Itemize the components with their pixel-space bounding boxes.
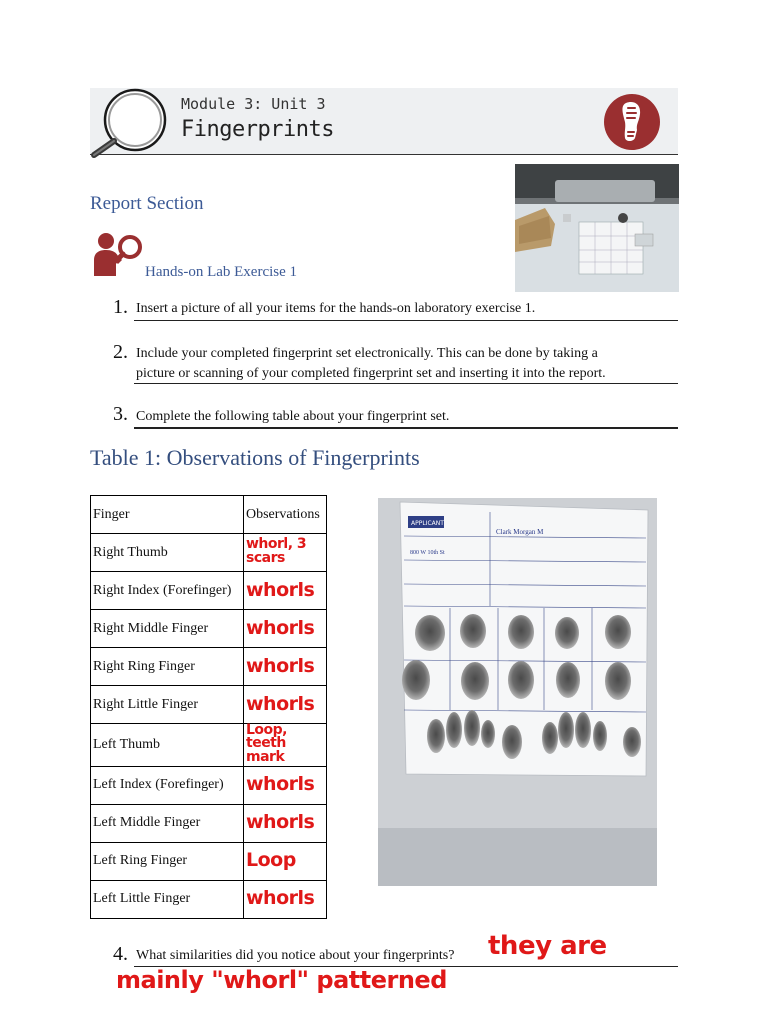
observation-handwritten <box>244 572 327 610</box>
question-3-number: 3. <box>113 403 128 425</box>
question-2-number: 2. <box>113 341 128 363</box>
observation-handwritten <box>244 534 327 572</box>
investigator-icon <box>92 230 144 276</box>
shoeprint-badge-icon <box>604 94 660 150</box>
lab-exercise-heading: Hands-on Lab Exercise 1 <box>145 264 298 280</box>
question-2-text-line1: Include your completed fingerprint set electronically. This can be done by taking a <box>136 346 598 361</box>
question-1-text: Insert a picture of all your items for the hands-on laboratory exercise 1. <box>136 301 536 316</box>
finger-name: Left Index (Forefinger) <box>91 766 244 804</box>
observation-handwritten <box>244 766 327 804</box>
observation-text: whorls <box>246 887 315 910</box>
header-band <box>90 88 678 154</box>
finger-name: Right Middle Finger <box>91 610 244 648</box>
observation-text: Loop, teeth mark <box>246 722 287 765</box>
table-row <box>91 842 327 880</box>
question-4-answer-line2: mainly "whorl" patterned <box>116 966 447 994</box>
observation-text: whorls <box>246 578 315 601</box>
observation-text: Loop <box>246 849 296 872</box>
observations-table <box>90 495 327 919</box>
observation-handwritten <box>244 724 327 767</box>
table-row <box>91 724 327 767</box>
question-4-answer-line1: they are <box>488 931 607 961</box>
table-row <box>91 610 327 648</box>
observation-text: whorls <box>246 773 315 796</box>
question-4-number: 4. <box>113 943 128 965</box>
observation-handwritten <box>244 648 327 686</box>
question-1-number: 1. <box>113 296 128 318</box>
module-label: Module 3: Unit 3 <box>181 95 326 113</box>
observation-handwritten <box>244 610 327 648</box>
question-2-text-line2: picture or scanning of your completed fingerprint set and inserting it into the report. <box>136 366 606 381</box>
observation-handwritten <box>244 842 327 880</box>
table-header-row <box>91 496 327 534</box>
table-row <box>91 648 327 686</box>
table-row <box>91 686 327 724</box>
observation-handwritten <box>244 686 327 724</box>
observation-text: whorls <box>246 811 315 834</box>
observation-text: whorl, 3 scars <box>246 536 307 566</box>
table-row <box>91 534 327 572</box>
question-3-text: Complete the following table about your fingerprint set. <box>136 409 450 424</box>
finger-name: Right Index (Forefinger) <box>91 572 244 610</box>
report-section-heading: Report Section <box>90 193 204 214</box>
table-row <box>91 766 327 804</box>
observation-text: whorls <box>246 616 315 639</box>
table-row <box>91 880 327 918</box>
table-row <box>91 804 327 842</box>
finger-name: Left Thumb <box>91 724 244 767</box>
lab-items-photo <box>515 164 679 292</box>
header-observations: Observations <box>244 496 327 534</box>
magnifier-logo-icon <box>88 86 172 160</box>
finger-name: Left Middle Finger <box>91 804 244 842</box>
page-title: Fingerprints <box>181 117 334 142</box>
question-4-text: What similarities did you notice about your fingerprints? <box>136 948 455 963</box>
finger-name: Left Ring Finger <box>91 842 244 880</box>
table-row <box>91 572 327 610</box>
finger-name: Right Thumb <box>91 534 244 572</box>
finger-name: Right Little Finger <box>91 686 244 724</box>
finger-name: Right Ring Finger <box>91 648 244 686</box>
handwritten-name: Clark Morgan M <box>496 528 544 536</box>
fingerprint-card-photo <box>378 498 657 886</box>
observation-text: whorls <box>246 654 315 677</box>
question-1-answer-line <box>134 320 678 321</box>
table-title: Table 1: Observations of Fingerprints <box>90 445 420 470</box>
question-3-answer-line <box>134 427 678 429</box>
observation-handwritten <box>244 804 327 842</box>
header-rule <box>90 154 678 155</box>
observation-handwritten <box>244 880 327 918</box>
question-2-answer-line <box>134 383 678 384</box>
handwritten-address: 800 W 10th St <box>410 550 445 556</box>
header-finger: Finger <box>91 496 244 534</box>
finger-name: Left Little Finger <box>91 880 244 918</box>
applicant-label: APPLICANT <box>411 520 444 527</box>
observation-text: whorls <box>246 692 315 715</box>
